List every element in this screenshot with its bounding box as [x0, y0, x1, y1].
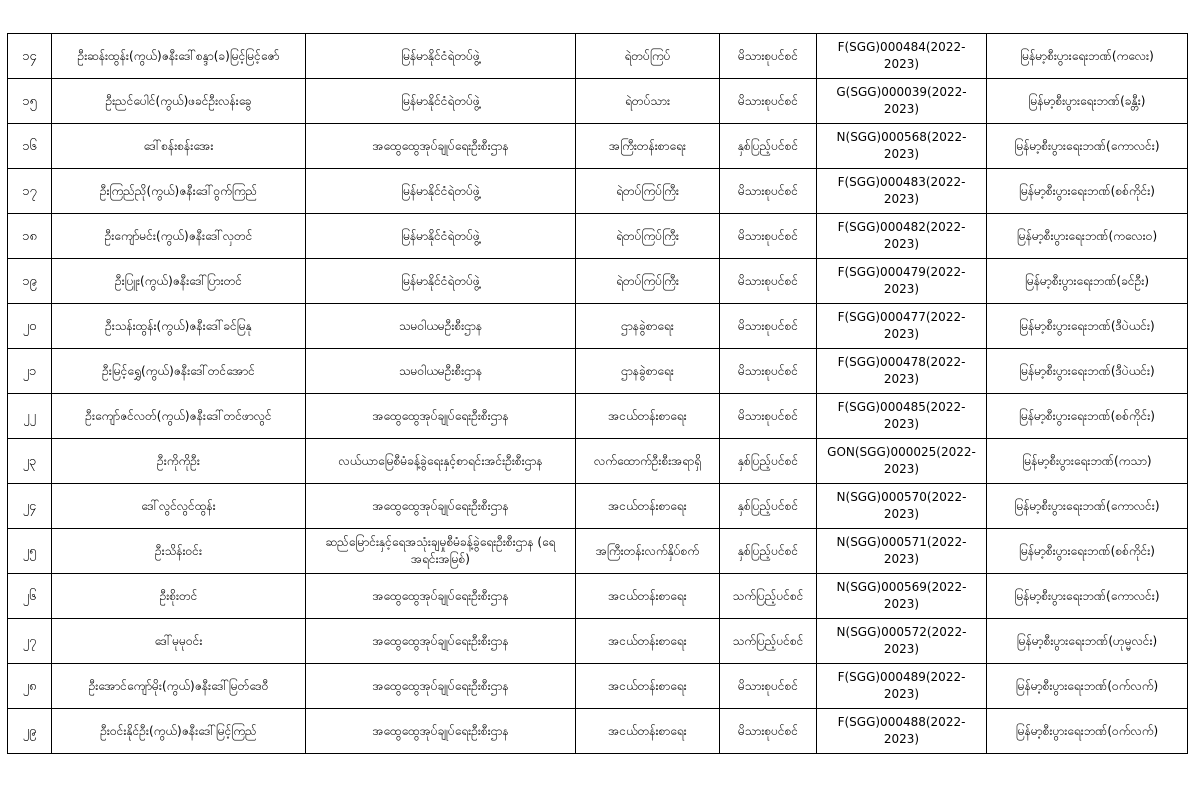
cell-pension-number: N(SGG)000572(2022-2023) — [817, 619, 987, 664]
cell-pensioner-name: ဦးကိုကိုဦး — [52, 439, 306, 484]
cell-serial-number: ၂၉ — [8, 709, 52, 754]
cell-department: သမဝါယမဦးစီးဌာန — [306, 304, 576, 349]
cell-pension-number: F(SGG)000482(2022-2023) — [817, 214, 987, 259]
cell-pensioner-name: ဦးဆန်းထွန်း(ကွယ်)ဇနီးဒေါ်စန္ဒာ(ခ)မြင့်မြင့်ဇော် — [52, 34, 306, 79]
cell-pension-type: သက်ပြည့်ပင်စင် — [720, 619, 817, 664]
table-row — [8, 439, 1188, 484]
cell-pension-type: မိသားစုပင်စင် — [720, 709, 817, 754]
cell-pensioner-name: ဦးကျော်ဇင်လတ်(ကွယ်)ဇနီးဒေါ်တင်ဖာလွင် — [52, 394, 306, 439]
cell-rank: ဌာနခွဲစာရေး — [576, 349, 720, 394]
table-row — [8, 529, 1188, 574]
cell-bank-branch: မြန်မာ့စီးပွားရေးဘဏ်(ကလေး) — [987, 34, 1188, 79]
cell-bank-branch: မြန်မာ့စီးပွားရေးဘဏ်(ကောလင်း) — [987, 574, 1188, 619]
cell-bank-branch: မြန်မာ့စီးပွားရေးဘဏ်(ကသာ) — [987, 439, 1188, 484]
cell-department: အထွေထွေအုပ်ချုပ်ရေးဦးစီးဌာန — [306, 709, 576, 754]
cell-pension-number: G(SGG)000039(2022-2023) — [817, 79, 987, 124]
cell-rank: အငယ်တန်းစာရေး — [576, 574, 720, 619]
cell-pension-type: မိသားစုပင်စင် — [720, 214, 817, 259]
cell-rank: အကြီးတန်းစာရေး — [576, 124, 720, 169]
cell-pension-type: မိသားစုပင်စင် — [720, 169, 817, 214]
cell-rank: အငယ်တန်းစာရေး — [576, 484, 720, 529]
cell-pension-type: မိသားစုပင်စင် — [720, 259, 817, 304]
cell-pensioner-name: ဒေါ်မုမုဝင်း — [52, 619, 306, 664]
cell-pensioner-name: ဦးကြည်ညို(ကွယ်)ဇနီးဒေါ်ဝွက်ကြည် — [52, 169, 306, 214]
cell-rank: ရဲတပ်ကြပ်ကြီး — [576, 259, 720, 304]
cell-serial-number: ၁၆ — [8, 124, 52, 169]
cell-bank-branch: မြန်မာ့စီးပွားရေးဘဏ်(စစ်ကိုင်း) — [987, 169, 1188, 214]
cell-pension-number: N(SGG)000568(2022-2023) — [817, 124, 987, 169]
cell-department: အထွေထွေအုပ်ချုပ်ရေးဦးစီးဌာန — [306, 484, 576, 529]
cell-pension-type: မိသားစုပင်စင် — [720, 34, 817, 79]
cell-pension-type: သက်ပြည့်ပင်စင် — [720, 574, 817, 619]
cell-rank: အငယ်တန်းစာရေး — [576, 394, 720, 439]
cell-pensioner-name: ဦးဝင်းနိုင်ဦး(ကွယ်)ဇနီးဒေါ်မြင့်ကြည် — [52, 709, 306, 754]
table-row — [8, 349, 1188, 394]
cell-pensioner-name: ဦးသိန်းဝင်း — [52, 529, 306, 574]
cell-department: မြန်မာနိုင်ငံရဲတပ်ဖွဲ့ — [306, 169, 576, 214]
table-row — [8, 484, 1188, 529]
cell-pension-type: မိသားစုပင်စင် — [720, 349, 817, 394]
cell-serial-number: ၂၆ — [8, 574, 52, 619]
cell-pension-number: F(SGG)000484(2022-2023) — [817, 34, 987, 79]
table-row — [8, 259, 1188, 304]
cell-department: လယ်ယာမြေစီမံခန့်ခွဲရေးနှင့်စာရင်းအင်းဦးစီးဌာန — [306, 439, 576, 484]
cell-pensioner-name: ဦးကျော်မင်း(ကွယ်)ဇနီးဒေါ်လှတင် — [52, 214, 306, 259]
cell-rank: ရဲတပ်ကြပ် — [576, 34, 720, 79]
cell-serial-number: ၂၁ — [8, 349, 52, 394]
cell-pension-type: မိသားစုပင်စင် — [720, 79, 817, 124]
cell-rank: ဌာနခွဲစာရေး — [576, 304, 720, 349]
cell-serial-number: ၂၇ — [8, 619, 52, 664]
cell-department: မြန်မာနိုင်ငံရဲတပ်ဖွဲ့ — [306, 214, 576, 259]
cell-pensioner-name: ဦးမြင့်ရွှေ(ကွယ်)ဇနီးဒေါ်တင်အောင် — [52, 349, 306, 394]
table-row — [8, 574, 1188, 619]
cell-bank-branch: မြန်မာ့စီးပွားရေးဘဏ်(ကောလင်း) — [987, 484, 1188, 529]
table-row — [8, 124, 1188, 169]
table-row — [8, 169, 1188, 214]
cell-bank-branch: မြန်မာ့စီးပွားရေးဘဏ်(ဝက်လက်) — [987, 709, 1188, 754]
cell-bank-branch: မြန်မာ့စီးပွားရေးဘဏ်(စစ်ကိုင်း) — [987, 394, 1188, 439]
cell-bank-branch: မြန်မာ့စီးပွားရေးဘဏ်(ကောလင်း) — [987, 124, 1188, 169]
cell-serial-number: ၁၄ — [8, 34, 52, 79]
cell-rank: အငယ်တန်းစာရေး — [576, 664, 720, 709]
cell-department: အထွေထွေအုပ်ချုပ်ရေးဦးစီးဌာန — [306, 394, 576, 439]
cell-serial-number: ၂၈ — [8, 664, 52, 709]
cell-bank-branch: မြန်မာ့စီးပွားရေးဘဏ်(ဝက်လက်) — [987, 664, 1188, 709]
cell-pension-type: နှစ်ပြည့်ပင်စင် — [720, 439, 817, 484]
cell-serial-number: ၁၅ — [8, 79, 52, 124]
cell-department: သမဝါယမဦးစီးဌာန — [306, 349, 576, 394]
cell-pension-number: GON(SGG)000025(2022-2023) — [817, 439, 987, 484]
cell-department: အထွေထွေအုပ်ချုပ်ရေးဦးစီးဌာန — [306, 574, 576, 619]
cell-pension-type: နှစ်ပြည့်ပင်စင် — [720, 529, 817, 574]
cell-rank: လက်ထောက်ဦးစီးအရာရှိ — [576, 439, 720, 484]
cell-department: ဆည်မြောင်းနှင့်ရေအသုံးချမှုစီမံခန့်ခွဲရေးဦးစီးဌာန (ရေအရင်းအမြစ်) — [306, 529, 576, 574]
cell-pension-number: F(SGG)000488(2022-2023) — [817, 709, 987, 754]
table-row — [8, 619, 1188, 664]
cell-pensioner-name: ဦးအောင်ကျော်မိုး(ကွယ်)ဇနီးဒေါ်မြတ်ဒေဝီ — [52, 664, 306, 709]
cell-serial-number: ၂၅ — [8, 529, 52, 574]
cell-bank-branch: မြန်မာ့စီးပွားရေးဘဏ်(ဒီပဲယင်း) — [987, 349, 1188, 394]
cell-serial-number: ၂၃ — [8, 439, 52, 484]
cell-pension-number: F(SGG)000485(2022-2023) — [817, 394, 987, 439]
cell-pensioner-name: ဒေါ်စန်းစန်းအေး — [52, 124, 306, 169]
cell-department: မြန်မာနိုင်ငံရဲတပ်ဖွဲ့ — [306, 79, 576, 124]
cell-department: မြန်မာနိုင်ငံရဲတပ်ဖွဲ့ — [306, 34, 576, 79]
cell-rank: ရဲတပ်ကြပ်ကြီး — [576, 169, 720, 214]
cell-rank: အကြီးတန်းလက်နှိပ်စက် — [576, 529, 720, 574]
cell-pension-number: N(SGG)000569(2022-2023) — [817, 574, 987, 619]
cell-serial-number: ၁၉ — [8, 259, 52, 304]
cell-bank-branch: မြန်မာ့စီးပွားရေးဘဏ်(ဒီပဲယင်း) — [987, 304, 1188, 349]
cell-bank-branch: မြန်မာ့စီးပွားရေးဘဏ်(ခန္တီး) — [987, 79, 1188, 124]
cell-bank-branch: မြန်မာ့စီးပွားရေးဘဏ်(ကလေးဝ) — [987, 214, 1188, 259]
table-row — [8, 214, 1188, 259]
cell-department: အထွေထွေအုပ်ချုပ်ရေးဦးစီးဌာန — [306, 664, 576, 709]
table-row — [8, 34, 1188, 79]
cell-bank-branch: မြန်မာ့စီးပွားရေးဘဏ်(ခင်ဦး) — [987, 259, 1188, 304]
table-row — [8, 304, 1188, 349]
cell-serial-number: ၂၂ — [8, 394, 52, 439]
cell-bank-branch: မြန်မာ့စီးပွားရေးဘဏ်(ဟုမ္မလင်း) — [987, 619, 1188, 664]
pension-table — [7, 33, 1188, 754]
cell-rank: ရဲတပ်ကြပ်ကြီး — [576, 214, 720, 259]
table-row — [8, 394, 1188, 439]
table-row — [8, 664, 1188, 709]
cell-rank: အငယ်တန်းစာရေး — [576, 709, 720, 754]
cell-pension-number: F(SGG)000478(2022-2023) — [817, 349, 987, 394]
cell-pension-type: မိသားစုပင်စင် — [720, 304, 817, 349]
table-row — [8, 79, 1188, 124]
cell-pension-number: F(SGG)000489(2022-2023) — [817, 664, 987, 709]
cell-bank-branch: မြန်မာ့စီးပွားရေးဘဏ်(စစ်ကိုင်း) — [987, 529, 1188, 574]
cell-pensioner-name: ဒေါ်လွင်လွင်ထွန်း — [52, 484, 306, 529]
cell-pension-number: F(SGG)000483(2022-2023) — [817, 169, 987, 214]
cell-department: အထွေထွေအုပ်ချုပ်ရေးဦးစီးဌာန — [306, 124, 576, 169]
cell-pensioner-name: ဦးစိုးတင် — [52, 574, 306, 619]
cell-department: အထွေထွေအုပ်ချုပ်ရေးဦးစီးဌာန — [306, 619, 576, 664]
cell-pension-number: F(SGG)000479(2022-2023) — [817, 259, 987, 304]
table-row — [8, 709, 1188, 754]
cell-pension-number: N(SGG)000570(2022-2023) — [817, 484, 987, 529]
cell-rank: အငယ်တန်းစာရေး — [576, 619, 720, 664]
cell-pension-number: F(SGG)000477(2022-2023) — [817, 304, 987, 349]
cell-department: မြန်မာနိုင်ငံရဲတပ်ဖွဲ့ — [306, 259, 576, 304]
cell-pension-type: နှစ်ပြည့်ပင်စင် — [720, 484, 817, 529]
table-body — [8, 34, 1188, 754]
cell-pensioner-name: ဦးသန်းထွန်း(ကွယ်)ဇနီးဒေါ်ခင်မြနု — [52, 304, 306, 349]
cell-pension-number: N(SGG)000571(2022-2023) — [817, 529, 987, 574]
cell-pensioner-name: ဦးပြူး(ကွယ်)ဇနီးဒေါ်ပြားတင် — [52, 259, 306, 304]
cell-rank: ရဲတပ်သား — [576, 79, 720, 124]
cell-pensioner-name: ဦးညင်ပေါင်(ကွယ်)ဖခင်ဦးလန်းခွေ — [52, 79, 306, 124]
cell-serial-number: ၂၄ — [8, 484, 52, 529]
cell-pension-type: နှစ်ပြည့်ပင်စင် — [720, 124, 817, 169]
cell-serial-number: ၂၀ — [8, 304, 52, 349]
cell-serial-number: ၁၇ — [8, 169, 52, 214]
cell-pension-type: မိသားစုပင်စင် — [720, 664, 817, 709]
cell-pension-type: မိသားစုပင်စင် — [720, 394, 817, 439]
cell-serial-number: ၁၈ — [8, 214, 52, 259]
